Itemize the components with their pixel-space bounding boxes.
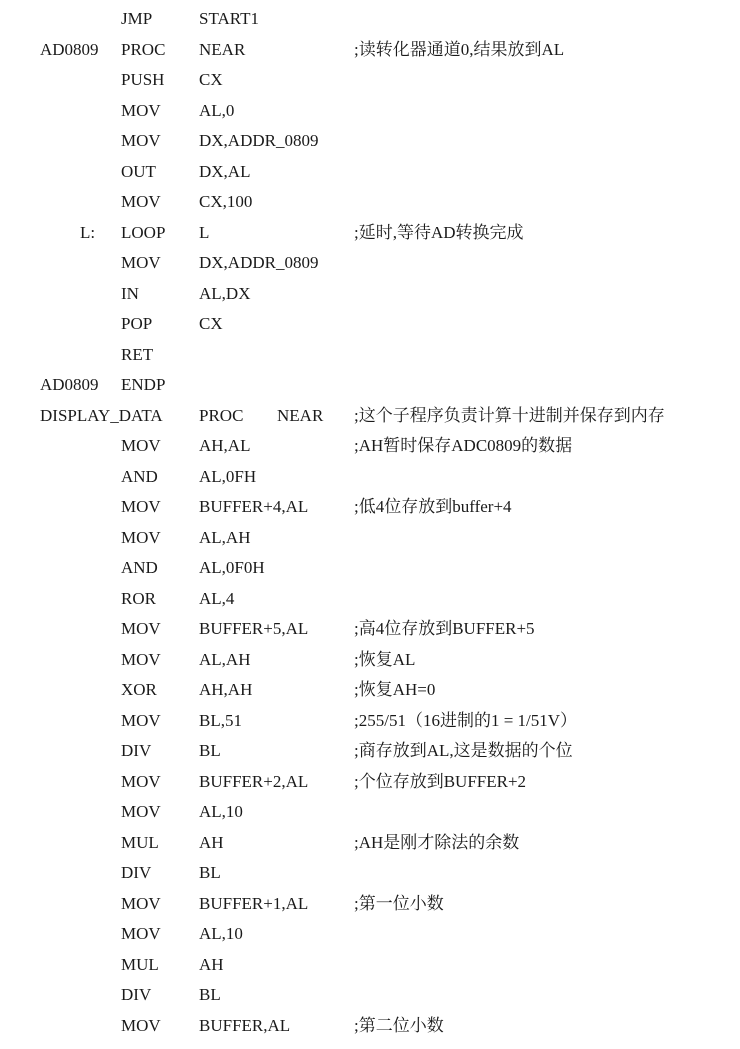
line-operand: CX: [199, 314, 223, 333]
line-opcode: OUT: [121, 161, 156, 181]
line-comment: ;AH是刚才除法的余数: [354, 832, 520, 852]
code-line: [0, 706, 740, 737]
line-comment: ;恢复AL: [354, 649, 416, 669]
line-operand: AL,10: [199, 924, 243, 943]
code-line: [0, 492, 740, 523]
line-opcode: MOV: [121, 649, 161, 669]
line-opcode: MOV: [121, 771, 161, 791]
code-line: [0, 218, 740, 249]
code-line: [0, 279, 740, 310]
line-operand: BL: [199, 863, 221, 882]
line-opcode: MOV: [121, 710, 161, 730]
code-line: [0, 523, 740, 554]
line-opcode: MOV: [121, 497, 161, 516]
line-operand: AL,AH: [199, 527, 251, 547]
line-label: AD0809: [40, 39, 99, 59]
line-operand: BUFFER+2,AL: [199, 771, 309, 791]
code-line: [0, 187, 740, 218]
line-opcode: JMP: [121, 9, 153, 28]
line-operand: AH,AL: [199, 436, 251, 455]
line-comment: ;第二位小数: [354, 1015, 444, 1035]
code-line: [0, 35, 740, 66]
code-line: [0, 431, 740, 462]
line-operand: NEAR: [277, 405, 324, 425]
line-operand: DX,ADDR_0809: [199, 253, 319, 272]
line-comment: ;个位存放到BUFFER+2: [354, 771, 527, 791]
line-opcode: MOV: [121, 619, 161, 638]
line-operand: CX,100: [199, 192, 253, 211]
line-opcode: ENDP: [121, 375, 166, 394]
line-comment: ;AH暂时保存ADC0809的数据: [354, 436, 573, 455]
line-operand: AL,0FH: [199, 466, 257, 486]
line-operand: AL,4: [199, 588, 235, 608]
code-line: [0, 919, 740, 950]
line-operand: BL,51: [199, 710, 242, 730]
line-comment: ;这个子程序负责计算十进制并保存到内存: [354, 405, 665, 425]
code-line: [0, 767, 740, 798]
line-operand: AH: [199, 832, 224, 852]
line-operand: BL: [199, 985, 221, 1004]
code-line: [0, 1011, 740, 1042]
line-opcode: MOV: [121, 253, 161, 272]
line-opcode: MOV: [121, 802, 161, 821]
line-operand: BUFFER,AL: [199, 1015, 291, 1035]
line-comment: ;读转化器通道0,结果放到AL: [354, 39, 565, 59]
code-line: [0, 797, 740, 828]
line-opcode: PUSH: [121, 70, 165, 89]
line-operand: AL,0F0H: [199, 558, 265, 577]
line-opcode: MOV: [121, 192, 161, 211]
line-opcode: AND: [121, 466, 158, 486]
line-comment: ;第一位小数: [354, 893, 444, 913]
code-line: [0, 248, 740, 279]
code-line: [0, 858, 740, 889]
code-line: [0, 4, 740, 35]
line-operand: DX,AL: [199, 161, 251, 181]
line-opcode: PROC: [199, 405, 244, 425]
code-line: [0, 96, 740, 127]
line-operand: AL,0: [199, 100, 235, 120]
code-line: [0, 980, 740, 1011]
code-line: [0, 675, 740, 706]
line-opcode: AND: [121, 558, 158, 577]
line-opcode: MOV: [121, 436, 161, 455]
line-operand: NEAR: [199, 39, 246, 59]
line-operand: AH,AH: [199, 680, 253, 699]
code-line: [0, 736, 740, 767]
code-line: [0, 889, 740, 920]
line-opcode: DIV: [121, 741, 152, 760]
assembly-listing: [0, 4, 740, 1041]
line-operand: BUFFER+1,AL: [199, 893, 309, 913]
line-opcode: XOR: [121, 680, 157, 699]
line-opcode: PROC: [121, 39, 166, 59]
line-comment: ;高4位存放到BUFFER+5: [354, 619, 535, 638]
code-line: [0, 950, 740, 981]
code-line: [0, 645, 740, 676]
line-operand: AL,10: [199, 802, 243, 821]
code-line: [0, 614, 740, 645]
line-opcode: MOV: [121, 527, 161, 547]
code-line: [0, 65, 740, 96]
code-line: [0, 462, 740, 493]
line-opcode: MOV: [121, 893, 161, 913]
line-opcode: RET: [121, 344, 154, 364]
line-opcode: DIV: [121, 863, 152, 882]
code-line: [0, 828, 740, 859]
line-opcode: ROR: [121, 588, 156, 608]
line-operand: L: [199, 222, 210, 242]
code-line: [0, 340, 740, 371]
code-line: [0, 584, 740, 615]
line-opcode: MUL: [121, 954, 159, 974]
code-line: [0, 157, 740, 188]
line-label: DISPLAY_DATA: [40, 405, 163, 425]
line-operand: AL,AH: [199, 649, 251, 669]
line-operand: BUFFER+4,AL: [199, 497, 309, 516]
code-line: [0, 401, 740, 432]
line-comment: ;延时,等待AD转换完成: [354, 222, 524, 242]
line-operand: START1: [199, 9, 259, 28]
code-line: [0, 126, 740, 157]
line-operand: BL: [199, 741, 221, 760]
code-line: [0, 309, 740, 340]
line-label: AD0809: [40, 375, 99, 394]
line-comment: ;恢复AH=0: [354, 680, 436, 699]
line-opcode: MUL: [121, 832, 159, 852]
line-opcode: POP: [121, 314, 153, 333]
line-operand: BUFFER+5,AL: [199, 619, 309, 638]
code-line: [0, 553, 740, 584]
line-opcode: MOV: [121, 1015, 161, 1035]
line-opcode: MOV: [121, 924, 161, 943]
line-opcode: DIV: [121, 985, 152, 1004]
line-opcode: MOV: [121, 131, 161, 150]
line-opcode: IN: [121, 283, 139, 303]
line-operand: AL,DX: [199, 283, 251, 303]
line-operand: AH: [199, 954, 224, 974]
line-comment: ;255/51（16进制的1 = 1/51V）: [354, 710, 578, 730]
line-operand: CX: [199, 70, 223, 89]
line-operand: DX,ADDR_0809: [199, 131, 319, 150]
line-comment: ;商存放到AL,这是数据的个位: [354, 741, 573, 760]
line-opcode: MOV: [121, 100, 161, 120]
code-line: [0, 370, 740, 401]
line-comment: ;低4位存放到buffer+4: [354, 497, 512, 516]
line-opcode: LOOP: [121, 222, 166, 242]
line-label: L:: [80, 222, 96, 242]
